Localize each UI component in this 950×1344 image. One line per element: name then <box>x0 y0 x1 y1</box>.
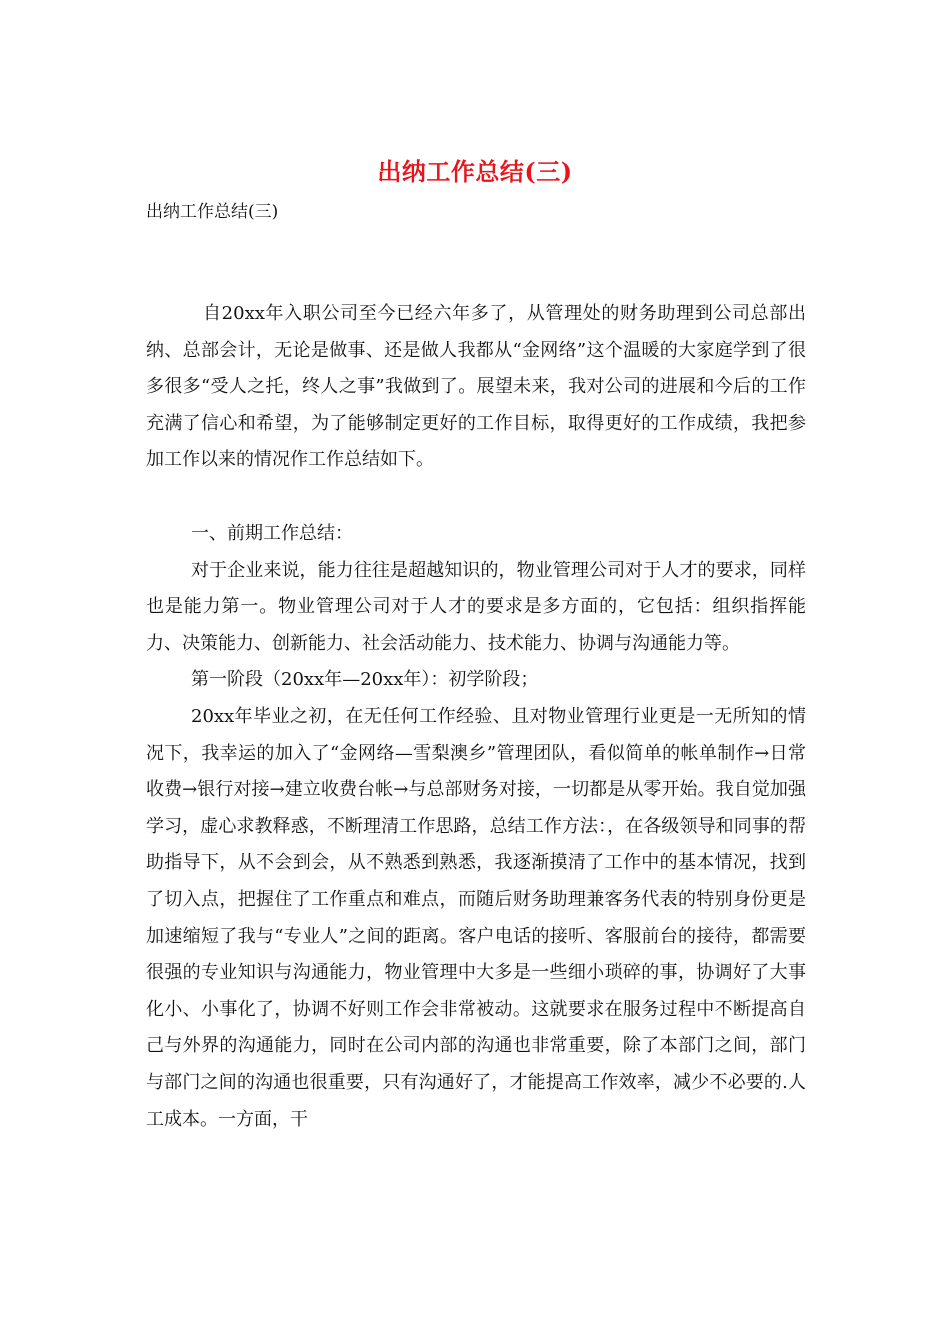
intro-block <box>146 296 806 479</box>
section-block <box>146 516 806 1138</box>
stage-paragraph: 20xx年毕业之初，在无任何工作经验、且对物业管理行业更是一无所知的情况下，我幸运的加入了“金网络—雪梨澳乡”管理团队，看似简单的帐单制作→日常收费→银行对接→建立收费台帐→与总部财务对接，一切都是从零开始。我自觉加强学习，虚心求教释惑，不断理清工作思路，总结工作方法：，在各级领导和同事的帮助指导下，从不会到会，从不熟悉到熟悉，我逐渐摸清了工作中的基本情况，找到了切入点，把握住了工作重点和难点，而随后财务助理兼客务代表的特别身份更是加速缩短了我与“专业人”之间的距离。客户电话的接听、客服前台的接待，都需要很强的专业知识与沟通能力，物业管理中大多是一些细小琐碎的事，协调好了大事化小、小事化了，协调不好则工作会非常被动。这就要求在服务过程中不断提高自己与外界的沟通能力，同时在公司内部的沟通也非常重要，除了本部门之间，部门与部门之间的沟通也很重要，只有沟通好了，才能提高工作效率，减少不必要的.人工成本。一方面，干 <box>146 705 806 1130</box>
document-title: 出纳工作总结(三) <box>377 157 573 186</box>
stage-heading: 第一阶段（20xx年—20xx年）：初学阶段； <box>191 669 539 691</box>
intro-paragraph: 自20xx年入职公司至今已经六年多了，从管理处的财务助理到公司总部出纳、总部会计，无论是做事、还是做人我都从“金网络”这个温暖的大家庭学到了很多很多“受人之托，终人之事”我做到了。展望未来，我对公司的进展和今后的工作充满了信心和希望，为了能够制定更好的工作目标，取得更好的工作成绩，我把参加工作以来的情况作工作总结如下。 <box>146 303 806 471</box>
document-subtitle: 出纳工作总结(三) <box>146 202 279 222</box>
section-paragraph: 对于企业来说，能力往往是超越知识的，物业管理公司对于人才的要求，同样也是能力第一。物业管理公司对于人才的要求是多方面的，它包括：组织指挥能力、决策能力、创新能力、社会活动能力、技术能力、协调与沟通能力等。 <box>146 559 806 654</box>
section-heading: 一、前期工作总结： <box>191 523 353 544</box>
